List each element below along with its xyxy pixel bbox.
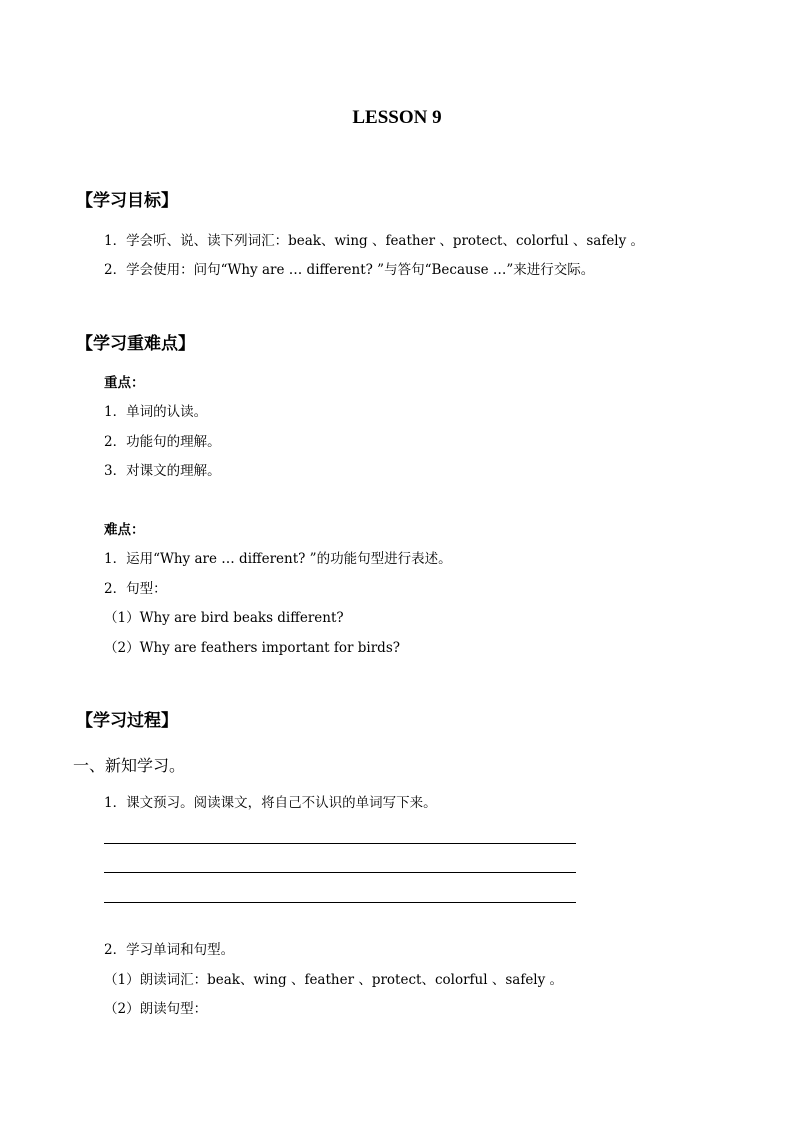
difficulty-item-4: （2）Why are feathers important for birds? [104, 640, 400, 656]
goal-item-1: 1．学会听、说、读下列词汇：beak、wing 、feather 、protect、colorful 、safely 。 [104, 233, 645, 249]
difficulty-item-2: 2．句型： [104, 581, 167, 597]
answer-line-2[interactable] [104, 872, 576, 873]
difficulty-label: 难点： [104, 522, 145, 538]
focus-item-1: 1．单词的认读。 [104, 404, 208, 420]
goal-item-2: 2．学会使用：问句“Why are … different? ”与答句“Because …”来进行交际。 [104, 262, 595, 278]
focus-label: 重点： [104, 375, 145, 391]
focus-item-2: 2．功能句的理解。 [104, 434, 221, 450]
difficulty-item-3: （1）Why are bird beaks different? [104, 610, 344, 626]
step2-text: 2．学习单词和句型。 [104, 942, 235, 958]
process-heading: 【学习过程】 [76, 711, 178, 731]
difficulty-item-1: 1．运用“Why are … different? ”的功能句型进行表述。 [104, 551, 452, 567]
page-title: LESSON 9 [352, 107, 442, 128]
focus-item-3: 3．对课文的理解。 [104, 463, 221, 479]
step2-sub2: （2）朗读句型： [104, 1001, 208, 1017]
part1-title: 一、新知学习。 [73, 756, 186, 775]
answer-line-3[interactable] [104, 902, 576, 903]
step1-text: 1．课文预习。阅读课文，将自己不认识的单词写下来。 [104, 795, 437, 811]
step2-sub1: （1）朗读词汇：beak、wing 、feather 、protect、colorful 、safely 。 [104, 972, 564, 988]
key-points-heading: 【学习重难点】 [76, 334, 195, 354]
goals-heading: 【学习目标】 [76, 191, 178, 211]
answer-line-1[interactable] [104, 843, 576, 844]
